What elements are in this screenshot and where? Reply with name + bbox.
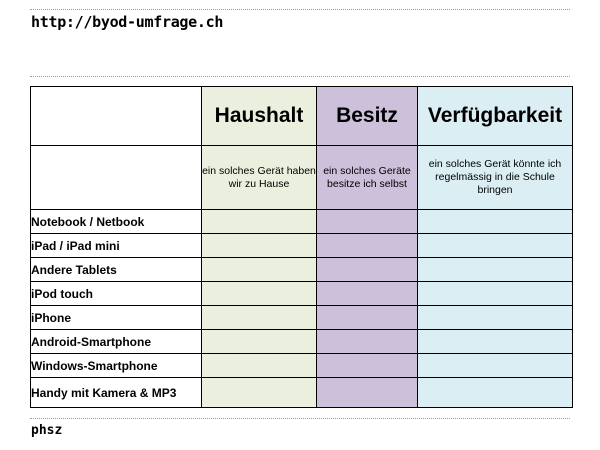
table-row (31, 354, 573, 378)
answer-cell-haushalt[interactable] (202, 282, 317, 306)
answer-cell-besitz[interactable] (317, 210, 418, 234)
survey-url[interactable]: http://byod-umfrage.ch (31, 13, 224, 31)
row-label: Notebook / Netbook (31, 210, 202, 234)
row-label: iPhone (31, 306, 202, 330)
answer-cell-verfuegbarkeit[interactable] (418, 330, 573, 354)
table-row (31, 330, 573, 354)
answer-cell-haushalt[interactable] (202, 306, 317, 330)
header-divider (30, 76, 570, 77)
row-label: iPod touch (31, 282, 202, 306)
column-desc-verfuegbarkeit: ein solches Gerät könnte ich regelmässig in die Schule bringen (418, 146, 573, 210)
column-title-besitz: Besitz (317, 87, 418, 146)
answer-cell-verfuegbarkeit[interactable] (418, 306, 573, 330)
row-label: Andere Tablets (31, 258, 202, 282)
table-row (31, 234, 573, 258)
answer-cell-besitz[interactable] (317, 306, 418, 330)
answer-cell-verfuegbarkeit[interactable] (418, 378, 573, 408)
answer-cell-verfuegbarkeit[interactable] (418, 210, 573, 234)
table-row (31, 258, 573, 282)
answer-cell-haushalt[interactable] (202, 378, 317, 408)
corner-cell-desc (31, 146, 202, 210)
device-survey-table (30, 86, 573, 408)
answer-cell-haushalt[interactable] (202, 258, 317, 282)
column-title-row (31, 87, 573, 146)
row-label: iPad / iPad mini (31, 234, 202, 258)
answer-cell-verfuegbarkeit[interactable] (418, 258, 573, 282)
footer-label: phsz (31, 423, 63, 438)
answer-cell-besitz[interactable] (317, 330, 418, 354)
answer-cell-besitz[interactable] (317, 234, 418, 258)
table-row (31, 378, 573, 408)
row-label: Windows-Smartphone (31, 354, 202, 378)
column-desc-haushalt: ein solches Gerät haben wir zu Hause (202, 146, 317, 210)
top-divider (30, 9, 570, 10)
answer-cell-besitz[interactable] (317, 258, 418, 282)
answer-cell-haushalt[interactable] (202, 330, 317, 354)
table-row (31, 210, 573, 234)
answer-cell-verfuegbarkeit[interactable] (418, 234, 573, 258)
footer-divider (30, 418, 570, 419)
table-row (31, 282, 573, 306)
answer-cell-verfuegbarkeit[interactable] (418, 354, 573, 378)
corner-cell (31, 87, 202, 146)
answer-cell-haushalt[interactable] (202, 354, 317, 378)
column-description-row (31, 146, 573, 210)
answer-cell-haushalt[interactable] (202, 234, 317, 258)
answer-cell-verfuegbarkeit[interactable] (418, 282, 573, 306)
answer-cell-haushalt[interactable] (202, 210, 317, 234)
column-title-haushalt: Haushalt (202, 87, 317, 146)
column-title-verfuegbarkeit: Verfügbarkeit (418, 87, 573, 146)
table-row (31, 306, 573, 330)
answer-cell-besitz[interactable] (317, 354, 418, 378)
row-label: Android-Smartphone (31, 330, 202, 354)
row-label: Handy mit Kamera & MP3 (31, 378, 202, 408)
column-desc-besitz: ein solches Geräte besitze ich selbst (317, 146, 418, 210)
answer-cell-besitz[interactable] (317, 282, 418, 306)
answer-cell-besitz[interactable] (317, 378, 418, 408)
